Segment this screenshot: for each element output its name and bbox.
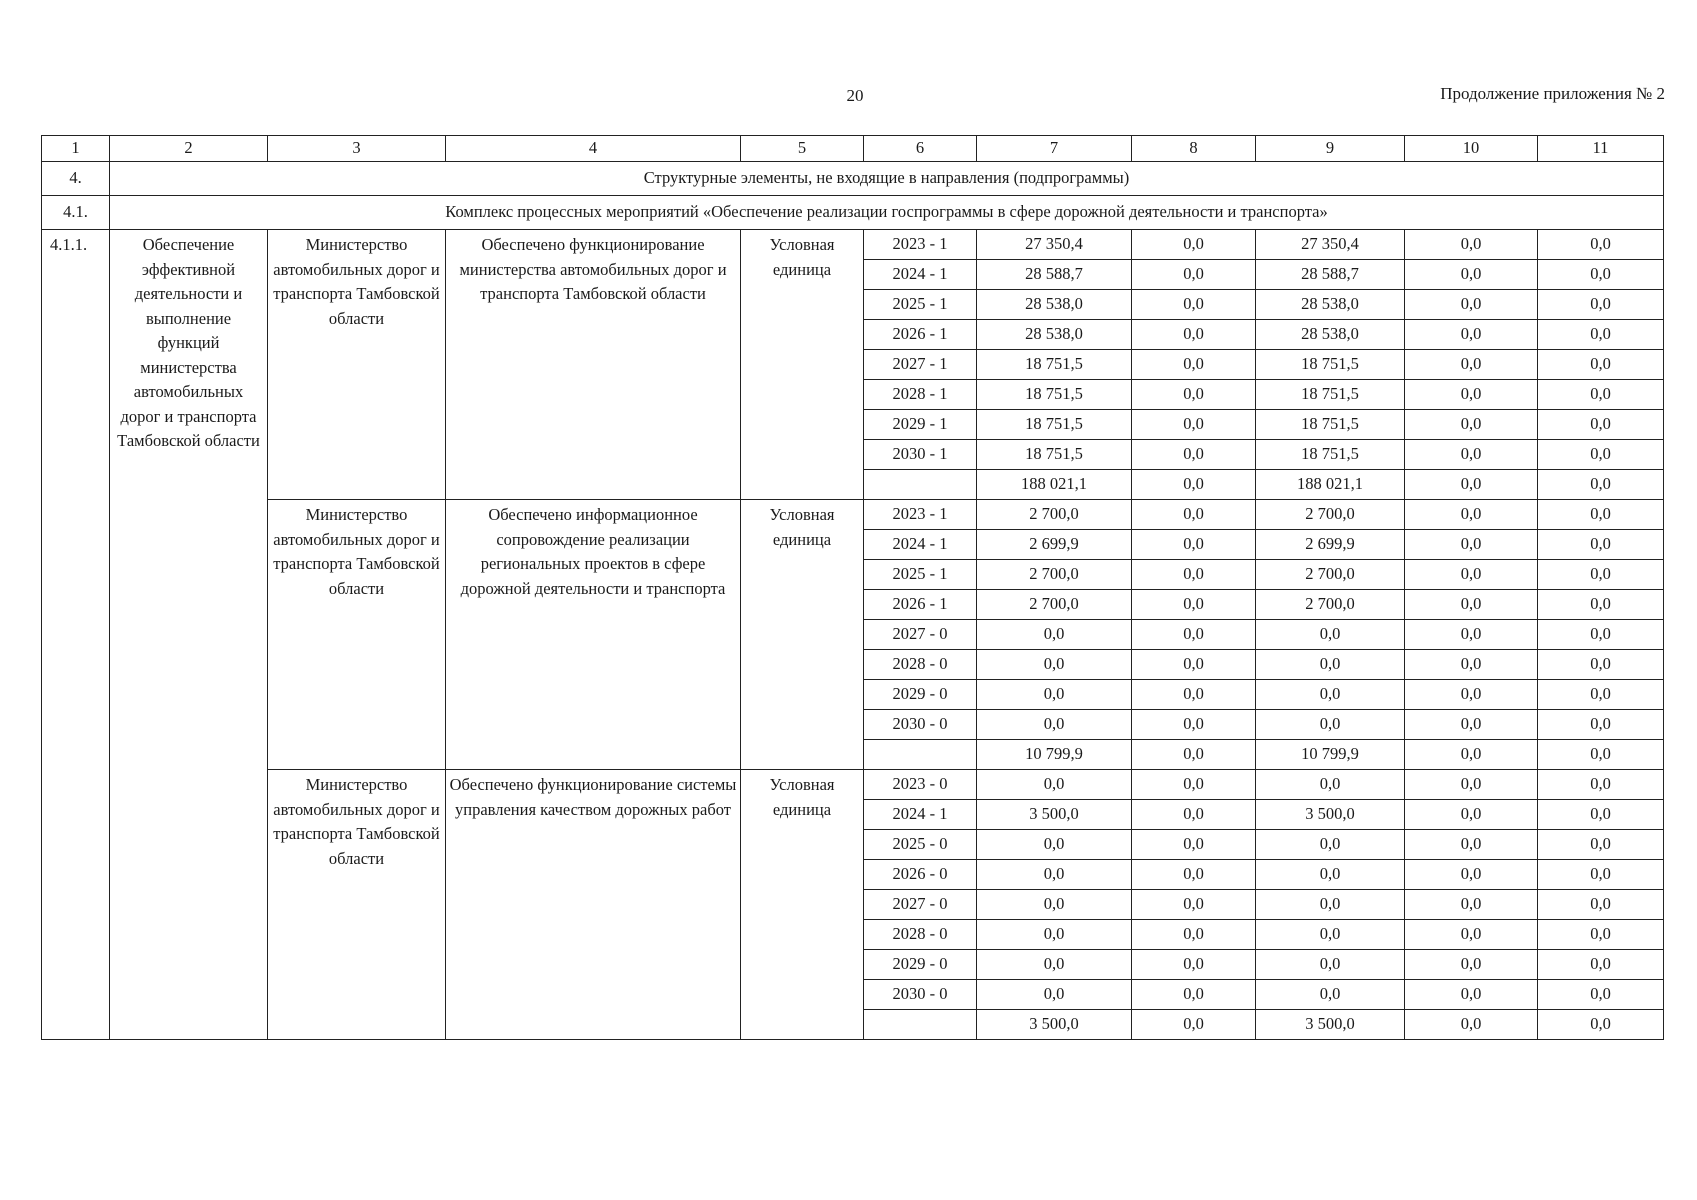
- executor-cell: Министерство автомобильных дорог и транспорта Тамбовской области: [268, 500, 446, 770]
- year-value-cell: 2029 - 0: [864, 680, 977, 710]
- result-cell: Обеспечено функционирование министерства автомобильных дорог и транспорта Тамбовской области: [446, 230, 741, 500]
- total-amount-cell: 2 700,0: [977, 560, 1132, 590]
- column-number-cell: 6: [864, 136, 977, 162]
- other-sources-cell: 0,0: [1538, 260, 1664, 290]
- item-code: 4.1.1.: [42, 230, 110, 1040]
- federal-budget-cell: 0,0: [1132, 770, 1256, 800]
- column-number-cell: 9: [1256, 136, 1405, 162]
- year-value-cell: 2026 - 1: [864, 320, 977, 350]
- federal-budget-cell: 0,0: [1132, 620, 1256, 650]
- federal-budget-cell: 0,0: [1132, 590, 1256, 620]
- local-budget-cell: 0,0: [1405, 740, 1538, 770]
- total-amount-cell: 28 538,0: [977, 320, 1132, 350]
- regional-budget-cell: 28 588,7: [1256, 260, 1405, 290]
- year-value-cell: 2025 - 0: [864, 830, 977, 860]
- year-value-cell: 2027 - 0: [864, 620, 977, 650]
- total-amount-cell: 18 751,5: [977, 350, 1132, 380]
- regional-budget-cell: 10 799,9: [1256, 740, 1405, 770]
- local-budget-cell: 0,0: [1405, 320, 1538, 350]
- column-number-cell: 3: [268, 136, 446, 162]
- subsection-title: Комплекс процессных мероприятий «Обеспечение реализации госпрограммы в сфере дорожной деятельности и транспорта»: [110, 196, 1664, 230]
- year-value-cell: 2027 - 0: [864, 890, 977, 920]
- year-value-cell: 2025 - 1: [864, 560, 977, 590]
- federal-budget-cell: 0,0: [1132, 800, 1256, 830]
- local-budget-cell: 0,0: [1405, 410, 1538, 440]
- column-number-cell: 8: [1132, 136, 1256, 162]
- appendix-continuation-note: Продолжение приложения № 2: [1440, 84, 1665, 103]
- regional-budget-cell: 2 699,9: [1256, 530, 1405, 560]
- total-amount-cell: 0,0: [977, 920, 1132, 950]
- other-sources-cell: 0,0: [1538, 530, 1664, 560]
- local-budget-cell: 0,0: [1405, 920, 1538, 950]
- year-value-cell: 2029 - 0: [864, 950, 977, 980]
- total-amount-cell: 0,0: [977, 650, 1132, 680]
- federal-budget-cell: 0,0: [1132, 260, 1256, 290]
- local-budget-cell: 0,0: [1405, 530, 1538, 560]
- year-value-cell: 2023 - 0: [864, 770, 977, 800]
- year-value-cell: 2026 - 0: [864, 860, 977, 890]
- total-amount-cell: 10 799,9: [977, 740, 1132, 770]
- local-budget-cell: 0,0: [1405, 650, 1538, 680]
- other-sources-cell: 0,0: [1538, 650, 1664, 680]
- unit-cell: Условная единица: [741, 770, 864, 1040]
- year-value-cell: 2024 - 1: [864, 260, 977, 290]
- local-budget-cell: 0,0: [1405, 680, 1538, 710]
- total-amount-cell: 0,0: [977, 680, 1132, 710]
- year-value-cell: 2030 - 0: [864, 710, 977, 740]
- other-sources-cell: 0,0: [1538, 980, 1664, 1010]
- total-amount-cell: 2 700,0: [977, 500, 1132, 530]
- section-title: Структурные элементы, не входящие в направления (подпрограммы): [110, 162, 1664, 196]
- total-amount-cell: 18 751,5: [977, 380, 1132, 410]
- table-row: [42, 230, 1664, 260]
- year-value-cell: [864, 740, 977, 770]
- regional-budget-cell: 18 751,5: [1256, 410, 1405, 440]
- year-value-cell: 2026 - 1: [864, 590, 977, 620]
- other-sources-cell: 0,0: [1538, 890, 1664, 920]
- year-value-cell: 2028 - 1: [864, 380, 977, 410]
- regional-budget-cell: 188 021,1: [1256, 470, 1405, 500]
- year-value-cell: 2024 - 1: [864, 530, 977, 560]
- regional-budget-cell: 3 500,0: [1256, 1010, 1405, 1040]
- executor-cell: Министерство автомобильных дорог и транспорта Тамбовской области: [268, 770, 446, 1040]
- total-amount-cell: 18 751,5: [977, 440, 1132, 470]
- subsection-row: [42, 196, 1664, 230]
- regional-budget-cell: 0,0: [1256, 980, 1405, 1010]
- regional-budget-cell: 3 500,0: [1256, 800, 1405, 830]
- table-row: [42, 500, 1664, 530]
- total-amount-cell: 2 699,9: [977, 530, 1132, 560]
- federal-budget-cell: 0,0: [1132, 1010, 1256, 1040]
- year-value-cell: 2029 - 1: [864, 410, 977, 440]
- total-amount-cell: 188 021,1: [977, 470, 1132, 500]
- other-sources-cell: 0,0: [1538, 1010, 1664, 1040]
- other-sources-cell: 0,0: [1538, 590, 1664, 620]
- local-budget-cell: 0,0: [1405, 890, 1538, 920]
- column-number-cell: 5: [741, 136, 864, 162]
- local-budget-cell: 0,0: [1405, 440, 1538, 470]
- other-sources-cell: 0,0: [1538, 920, 1664, 950]
- local-budget-cell: 0,0: [1405, 950, 1538, 980]
- other-sources-cell: 0,0: [1538, 620, 1664, 650]
- other-sources-cell: 0,0: [1538, 410, 1664, 440]
- local-budget-cell: 0,0: [1405, 590, 1538, 620]
- other-sources-cell: 0,0: [1538, 950, 1664, 980]
- other-sources-cell: 0,0: [1538, 500, 1664, 530]
- federal-budget-cell: 0,0: [1132, 980, 1256, 1010]
- page-number: 20: [846, 86, 864, 105]
- year-value-cell: 2025 - 1: [864, 290, 977, 320]
- federal-budget-cell: 0,0: [1132, 920, 1256, 950]
- other-sources-cell: 0,0: [1538, 380, 1664, 410]
- executor-cell: Министерство автомобильных дорог и транспорта Тамбовской области: [268, 230, 446, 500]
- local-budget-cell: 0,0: [1405, 860, 1538, 890]
- regional-budget-cell: 2 700,0: [1256, 500, 1405, 530]
- regional-budget-cell: 0,0: [1256, 950, 1405, 980]
- year-value-cell: [864, 470, 977, 500]
- local-budget-cell: 0,0: [1405, 230, 1538, 260]
- local-budget-cell: 0,0: [1405, 560, 1538, 590]
- local-budget-cell: 0,0: [1405, 980, 1538, 1010]
- total-amount-cell: 0,0: [977, 830, 1132, 860]
- federal-budget-cell: 0,0: [1132, 830, 1256, 860]
- federal-budget-cell: 0,0: [1132, 230, 1256, 260]
- other-sources-cell: 0,0: [1538, 770, 1664, 800]
- regional-budget-cell: 0,0: [1256, 710, 1405, 740]
- unit-cell: Условная единица: [741, 500, 864, 770]
- federal-budget-cell: 0,0: [1132, 410, 1256, 440]
- regional-budget-cell: 0,0: [1256, 680, 1405, 710]
- other-sources-cell: 0,0: [1538, 350, 1664, 380]
- regional-budget-cell: 0,0: [1256, 920, 1405, 950]
- other-sources-cell: 0,0: [1538, 440, 1664, 470]
- regional-budget-cell: 2 700,0: [1256, 590, 1405, 620]
- federal-budget-cell: 0,0: [1132, 860, 1256, 890]
- total-amount-cell: 0,0: [977, 980, 1132, 1010]
- federal-budget-cell: 0,0: [1132, 560, 1256, 590]
- regional-budget-cell: 0,0: [1256, 890, 1405, 920]
- regional-budget-cell: 2 700,0: [1256, 560, 1405, 590]
- year-value-cell: 2027 - 1: [864, 350, 977, 380]
- local-budget-cell: 0,0: [1405, 1010, 1538, 1040]
- total-amount-cell: 28 588,7: [977, 260, 1132, 290]
- total-amount-cell: 27 350,4: [977, 230, 1132, 260]
- local-budget-cell: 0,0: [1405, 830, 1538, 860]
- regional-budget-cell: 18 751,5: [1256, 350, 1405, 380]
- local-budget-cell: 0,0: [1405, 620, 1538, 650]
- federal-budget-cell: 0,0: [1132, 740, 1256, 770]
- table-row: [42, 770, 1664, 800]
- total-amount-cell: 18 751,5: [977, 410, 1132, 440]
- local-budget-cell: 0,0: [1405, 500, 1538, 530]
- regional-budget-cell: 18 751,5: [1256, 440, 1405, 470]
- total-amount-cell: 3 500,0: [977, 1010, 1132, 1040]
- total-amount-cell: 0,0: [977, 620, 1132, 650]
- column-numbers-row: [42, 136, 1664, 162]
- total-amount-cell: 0,0: [977, 890, 1132, 920]
- local-budget-cell: 0,0: [1405, 260, 1538, 290]
- year-value-cell: 2028 - 0: [864, 650, 977, 680]
- total-amount-cell: 0,0: [977, 860, 1132, 890]
- total-amount-cell: 3 500,0: [977, 800, 1132, 830]
- total-amount-cell: 2 700,0: [977, 590, 1132, 620]
- year-value-cell: 2028 - 0: [864, 920, 977, 950]
- year-value-cell: 2030 - 0: [864, 980, 977, 1010]
- federal-budget-cell: 0,0: [1132, 320, 1256, 350]
- column-number-cell: 4: [446, 136, 741, 162]
- year-value-cell: 2030 - 1: [864, 440, 977, 470]
- regional-budget-cell: 0,0: [1256, 860, 1405, 890]
- result-cell: Обеспечено функционирование системы управления качеством дорожных работ: [446, 770, 741, 1040]
- other-sources-cell: 0,0: [1538, 860, 1664, 890]
- federal-budget-cell: 0,0: [1132, 380, 1256, 410]
- federal-budget-cell: 0,0: [1132, 530, 1256, 560]
- total-amount-cell: 0,0: [977, 710, 1132, 740]
- other-sources-cell: 0,0: [1538, 740, 1664, 770]
- federal-budget-cell: 0,0: [1132, 950, 1256, 980]
- regional-budget-cell: 18 751,5: [1256, 380, 1405, 410]
- federal-budget-cell: 0,0: [1132, 440, 1256, 470]
- local-budget-cell: 0,0: [1405, 290, 1538, 320]
- regional-budget-cell: 0,0: [1256, 620, 1405, 650]
- column-number-cell: 11: [1538, 136, 1664, 162]
- local-budget-cell: 0,0: [1405, 350, 1538, 380]
- federal-budget-cell: 0,0: [1132, 290, 1256, 320]
- section-row: [42, 162, 1664, 196]
- item-name: Обеспечение эффективной деятельности и выполнение функций министерства автомобильных дорог и транспорта Тамбовской области: [110, 230, 268, 1040]
- federal-budget-cell: 0,0: [1132, 710, 1256, 740]
- year-value-cell: 2023 - 1: [864, 500, 977, 530]
- total-amount-cell: 0,0: [977, 770, 1132, 800]
- total-amount-cell: 0,0: [977, 950, 1132, 980]
- program-table: [41, 135, 1664, 1040]
- year-value-cell: 2024 - 1: [864, 800, 977, 830]
- regional-budget-cell: 0,0: [1256, 650, 1405, 680]
- other-sources-cell: 0,0: [1538, 290, 1664, 320]
- subsection-code: 4.1.: [42, 196, 110, 230]
- local-budget-cell: 0,0: [1405, 470, 1538, 500]
- other-sources-cell: 0,0: [1538, 320, 1664, 350]
- year-value-cell: 2023 - 1: [864, 230, 977, 260]
- total-amount-cell: 28 538,0: [977, 290, 1132, 320]
- other-sources-cell: 0,0: [1538, 830, 1664, 860]
- local-budget-cell: 0,0: [1405, 770, 1538, 800]
- federal-budget-cell: 0,0: [1132, 650, 1256, 680]
- other-sources-cell: 0,0: [1538, 470, 1664, 500]
- table-body: [42, 136, 1664, 1040]
- federal-budget-cell: 0,0: [1132, 680, 1256, 710]
- local-budget-cell: 0,0: [1405, 380, 1538, 410]
- column-number-cell: 10: [1405, 136, 1538, 162]
- column-number-cell: 1: [42, 136, 110, 162]
- column-number-cell: 2: [110, 136, 268, 162]
- other-sources-cell: 0,0: [1538, 230, 1664, 260]
- regional-budget-cell: 28 538,0: [1256, 320, 1405, 350]
- federal-budget-cell: 0,0: [1132, 350, 1256, 380]
- other-sources-cell: 0,0: [1538, 680, 1664, 710]
- other-sources-cell: 0,0: [1538, 710, 1664, 740]
- unit-cell: Условная единица: [741, 230, 864, 500]
- regional-budget-cell: 27 350,4: [1256, 230, 1405, 260]
- federal-budget-cell: 0,0: [1132, 500, 1256, 530]
- section-code: 4.: [42, 162, 110, 196]
- regional-budget-cell: 0,0: [1256, 770, 1405, 800]
- year-value-cell: [864, 1010, 977, 1040]
- column-number-cell: 7: [977, 136, 1132, 162]
- local-budget-cell: 0,0: [1405, 800, 1538, 830]
- federal-budget-cell: 0,0: [1132, 890, 1256, 920]
- other-sources-cell: 0,0: [1538, 800, 1664, 830]
- federal-budget-cell: 0,0: [1132, 470, 1256, 500]
- local-budget-cell: 0,0: [1405, 710, 1538, 740]
- other-sources-cell: 0,0: [1538, 560, 1664, 590]
- regional-budget-cell: 0,0: [1256, 830, 1405, 860]
- result-cell: Обеспечено информационное сопровождение реализации региональных проектов в сфере дорожной деятельности и транспорта: [446, 500, 741, 770]
- regional-budget-cell: 28 538,0: [1256, 290, 1405, 320]
